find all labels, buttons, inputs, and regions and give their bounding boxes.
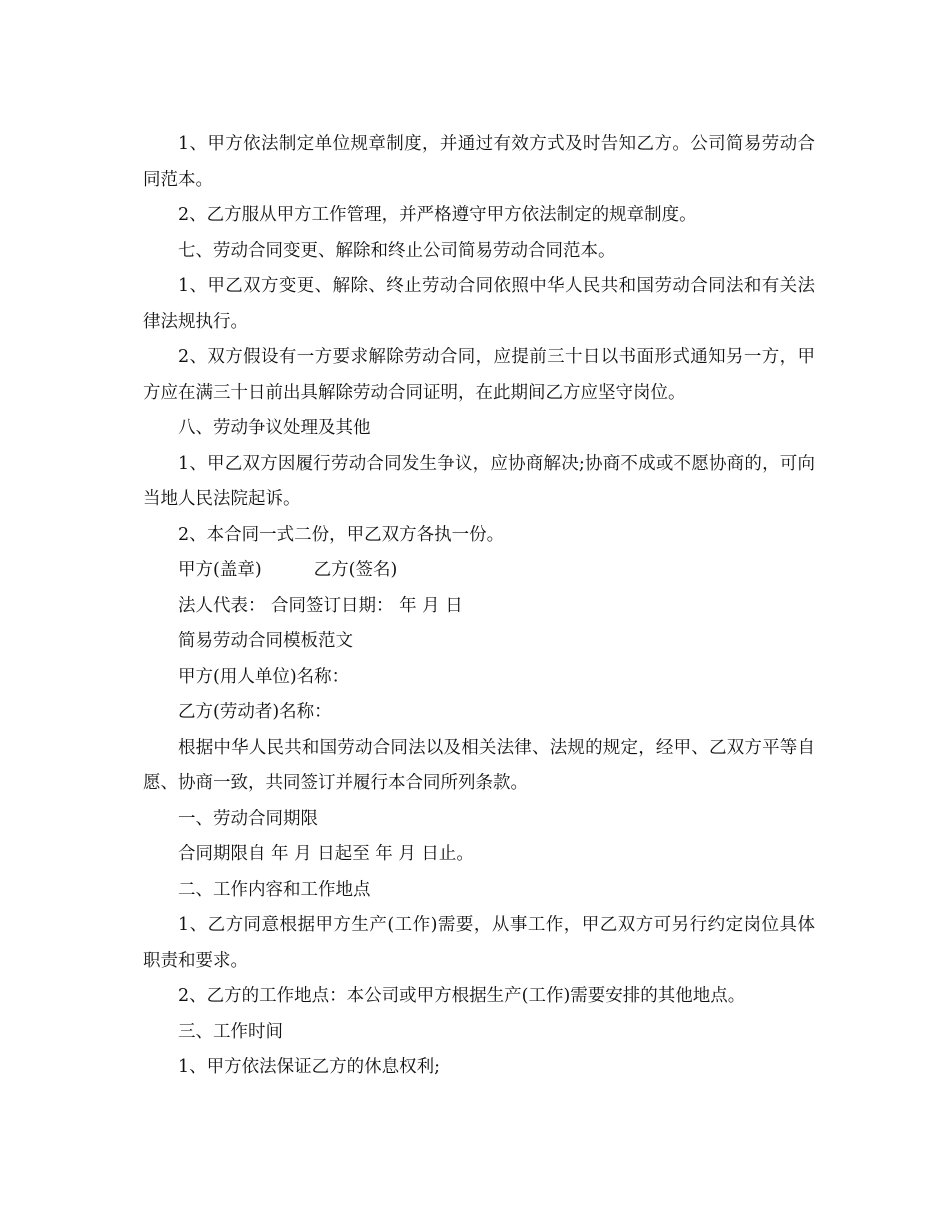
paragraph-job-duties: 1、乙方同意根据甲方生产(工作)需要，从事工作，甲乙双方可另行约定岗位具体职责和要求。: [143, 915, 815, 971]
paragraph-work-location: 2、乙方的工作地点：本公司或甲方根据生产(工作)需要安排的其他地点。: [178, 986, 746, 1006]
paragraph-obey-rules: 2、乙方服从甲方工作管理，并严格遵守甲方依法制定的规章制度。: [178, 205, 697, 225]
section-heading-disputes: 八、劳动争议处理及其他: [178, 418, 371, 438]
paragraph-change-termination: 1、甲乙双方变更、解除、终止劳动合同依照中华人民共和国劳动合同法和有关法律法规执行。: [143, 276, 815, 332]
employee-name-line: 乙方(劳动者)名称：: [178, 702, 332, 722]
paragraph-term-dates: 合同期限自 年 月 日起至 年 月 日止。: [178, 844, 474, 864]
paragraph-termination-notice: 2、双方假设有一方要求解除劳动合同，应提前三十日以书面形式通知另一方，甲方应在满三十日前出具解除劳动合同证明，在此期间乙方应坚守岗位。: [143, 347, 815, 403]
template-title: 简易劳动合同模板范文: [178, 631, 353, 651]
paragraph-preamble: 根据中华人民共和国劳动合同法以及相关法律、法规的规定，经甲、乙双方平等自愿、协商一致，共同签订并履行本合同所列条款。: [143, 737, 815, 793]
document-body: [143, 127, 815, 1086]
paragraph-dispute-resolution: 1、甲乙双方因履行劳动合同发生争议，应协商解决;协商不成或不愿协商的，可向当地人民法院起诉。: [143, 453, 815, 509]
paragraph-copies: 2、本合同一式二份，甲乙双方各执一份。: [178, 524, 505, 545]
party-a-seal-label: 甲方(盖章): [178, 560, 262, 580]
section-heading-contract-term: 一、劳动合同期限: [178, 808, 318, 829]
signature-row: [143, 553, 815, 589]
section-heading-contract-change: 七、劳动合同变更、解除和终止公司简易劳动合同范本。: [178, 240, 616, 261]
employer-name-line: 甲方(用人单位)名称：: [178, 666, 350, 687]
party-b-signature-label: 乙方(签名): [313, 560, 398, 580]
paragraph-rules-notice: 1、甲方依法制定单位规章制度，并通过有效方式及时告知乙方。公司简易劳动合同范本。: [143, 134, 815, 190]
paragraph-rest-rights: 1、甲方依法保证乙方的休息权利;: [178, 1057, 441, 1077]
legal-rep-date-line: 法人代表： 合同签订日期： 年 月 日: [178, 595, 463, 616]
section-heading-work-content: 二、工作内容和工作地点: [178, 879, 371, 900]
section-heading-working-hours: 三、工作时间: [178, 1021, 283, 1042]
